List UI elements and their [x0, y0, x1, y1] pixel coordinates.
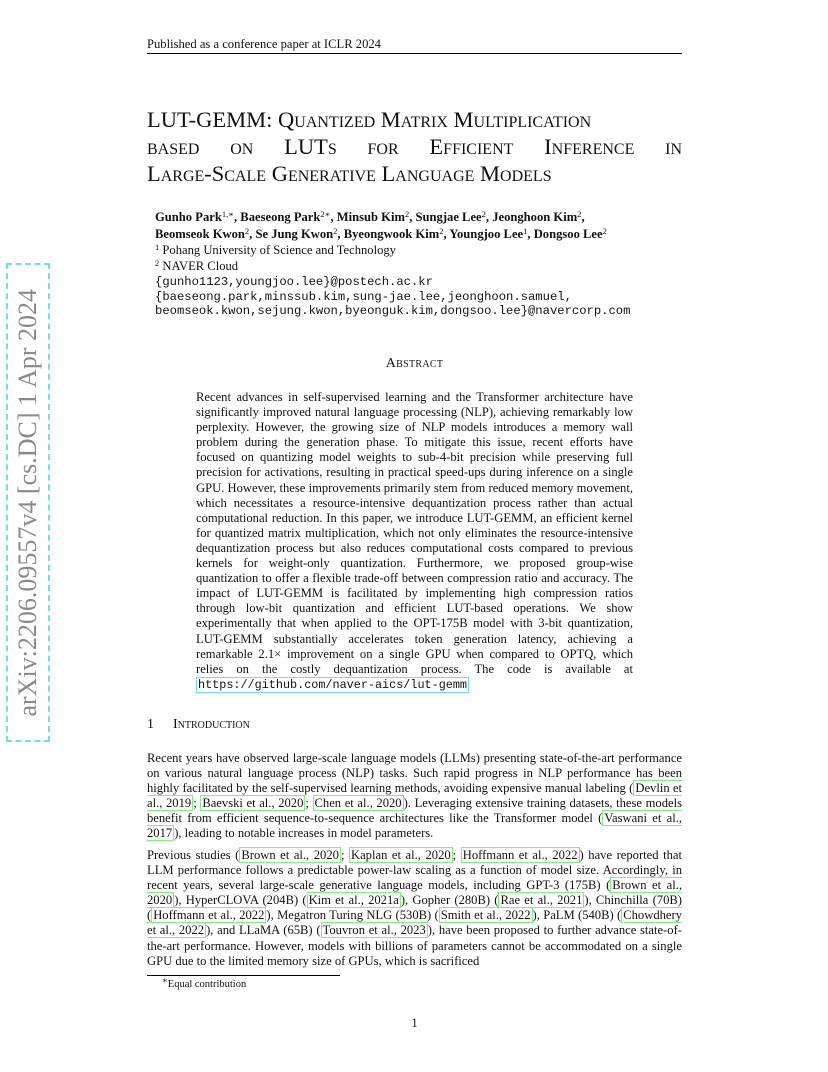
code-url-link[interactable]: https://github.com/naver-aics/lut-gemm — [198, 677, 468, 692]
arxiv-stamp-text: arXiv:2206.09557v4 [cs.DC] 1 Apr 2024 — [13, 288, 42, 717]
citation-link[interactable]: Baevski et al., 2020 — [202, 796, 304, 811]
section-heading — [147, 717, 250, 733]
para-text: Recent years have observed large-scale language models (LLMs) presenting state-of-the-art performance on various natural language process (NLP) tasks. Such rapid progress in NLP performance has been highly facilitated by the self-supervised learning methods, avoiding expensive manual labeling ( — [147, 751, 682, 796]
para-text: Previous studies ( — [147, 848, 240, 862]
affiliation-2: $^2$ NAVER Cloud — [155, 258, 239, 273]
citation-link[interactable]: Smith et al., 2022 — [440, 908, 531, 923]
para-text: ; — [193, 796, 201, 811]
citation-link[interactable]: Chowdhery et al., 2022 — [147, 908, 682, 938]
citation-link[interactable]: Hoffmann et al., 2022 — [462, 848, 578, 862]
citation-link[interactable]: Kim et al., 2021a — [308, 893, 399, 908]
section-number: 1 — [147, 717, 154, 732]
author-name: Minsub Kim — [336, 210, 405, 224]
citation-link[interactable]: Rae et al., 2021 — [500, 893, 583, 908]
arxiv-stamp-link[interactable] — [6, 263, 50, 742]
para-text: ; — [340, 848, 349, 862]
author-name: Byeongwook Kim — [343, 227, 440, 241]
para-text: ), PaLM (540B) ( — [532, 908, 622, 923]
citation-link[interactable]: Brown et al., 2020 — [147, 878, 683, 908]
header-rule — [147, 53, 682, 54]
author-name: Baeseong Park — [240, 210, 321, 224]
para-text: ), Gopher (280B) ( — [400, 893, 499, 908]
title-line-2: based on LUTs for Efficient Inference in — [147, 134, 682, 159]
author-name: Jeonghoon Kim — [492, 210, 578, 224]
author-list — [155, 209, 607, 243]
author-name: Gunho Park — [155, 210, 222, 224]
para-text: ) have reported that LLM performance follows a predictable power-law scaling as a function of model size. Accordingly, in recent years, several large-scale generative language models, including GPT-3 (175B) ( — [147, 848, 682, 893]
affiliation-text: NAVER Cloud — [162, 259, 239, 273]
footnote: ∗Equal contribution — [162, 975, 247, 990]
para-text: ), Chinchilla (70B) ( — [147, 893, 682, 923]
para-text: ; — [452, 848, 461, 862]
author-name: Se Jung Kwon — [255, 227, 334, 241]
citation-link[interactable]: Kaplan et al., 2020 — [351, 848, 451, 862]
footnote-text: Equal contribution — [167, 979, 247, 990]
email-line-1: {gunho1123,youngjoo.lee}@postech.ac.kr — [155, 275, 433, 289]
author-name: Sungjae Lee — [415, 210, 482, 224]
author-line-1: Gunho Park$^{1,∗}$, Baeseong Park$^{2∗}$, Minsub Kim$^2$, Sungjae Lee$^2$, Jeonghoon Kim$^2$, — [155, 209, 585, 224]
para-text: ), have been proposed to further advance state-of-the-art performance. However, models with billions of parameters cannot be accommodated on a single GPU due to the limited memory size of GPUs, which is sacrificed — [147, 923, 682, 968]
para-text: ), Megatron Turing NLG (530B) ( — [266, 908, 439, 923]
footnote-rule — [147, 975, 340, 976]
author-name: Beomseok Kwon — [155, 227, 245, 241]
citation-link[interactable]: Touvron et al., 2023 — [322, 923, 426, 938]
abstract-heading: Abstract — [385, 356, 444, 371]
author-name: Youngjoo Lee — [449, 227, 524, 241]
affiliation-text: Pohang University of Science and Technology — [162, 243, 396, 257]
intro-paragraph-2 — [147, 848, 682, 969]
para-text: ), leading to notable increases in model parameters. — [174, 826, 434, 841]
para-text: ), HyperCLOVA (204B) ( — [174, 893, 307, 908]
affiliation-1: $^1$ Pohang University of Science and Technology — [155, 242, 396, 257]
page-number: 1 — [411, 1016, 418, 1030]
author-line-2: Beomseok Kwon$^2$, Se Jung Kwon$^2$, Byeongwook Kim$^2$, Youngjoo Lee$^1$, Dongsoo Lee$^2$ — [155, 226, 607, 241]
paper-title — [147, 106, 682, 187]
para-text: ). Leveraging extensive training datasets, these models benefit from efficient sequence-to-sequence architectures like the Transformer model ( — [147, 796, 682, 826]
abstract-body — [196, 390, 633, 693]
citation-link[interactable]: Brown et al., 2020 — [241, 848, 339, 862]
intro-paragraph-1 — [147, 751, 682, 842]
citation-link[interactable]: Chen et al., 2020 — [314, 796, 402, 811]
citation-link[interactable]: Devlin et al., 2019 — [147, 781, 683, 811]
running-header: Published as a conference paper at ICLR 2024 — [147, 37, 381, 51]
para-text: ; — [305, 796, 313, 811]
section-title: Introduction — [173, 717, 250, 732]
title-line-1: LUT-GEMM: Quantized Matrix Multiplication — [147, 107, 592, 132]
para-text: ), and LLaMA (65B) ( — [206, 923, 321, 938]
author-name: Dongsoo Lee — [533, 227, 603, 241]
citation-link[interactable]: Hoffmann et al., 2022 — [153, 908, 265, 923]
citation-link[interactable]: Vaswani et al., 2017 — [147, 811, 682, 841]
email-line-2: {baeseong.park,minssub.kim,sung-jae.lee,jeonghoon.samuel, — [155, 290, 572, 304]
email-line-3: beomseok.kwon,sejung.kwon,byeonguk.kim,dongsoo.lee}@navercorp.com — [155, 304, 631, 318]
abstract-text: Recent advances in self-supervised learning and the Transformer architecture have significantly improved natural language processing (NLP), achieving remarkably low perplexity. However, the growing size of NLP models introduces a memory wall problem during the generation phase. To mitigate this issue, recent efforts have focused on quantizing model weights to sub-4-bit precision while preserving full precision for activations, resulting in practical speed-ups during inference on a single GPU. However, these improvements primarily stem from reduced memory movement, which necessitates a resource-intensive dequantization process rather than actual computational reduction. In this paper, we introduce LUT-GEMM, an efficient kernel for quantized matrix multiplication, which not only eliminates the resource-intensive dequantization process but also reduces computational costs compared to previous kernels for weight-only quantization. Furthermore, we proposed group-wise quantization to offer a flexible trade-off between compression ratio and accuracy. The impact of LUT-GEMM is facilitated by implementing high compression ratios through low-bit quantization and efficient LUT-based operations. We show experimentally that when applied to the OPT-175B model with 3-bit quantization, LUT-GEMM substantially accelerates token generation latency, achieving a remarkable 2.1× improvement on a single GPU when compared to OPTQ, which relies on the costly dequantization process. The code is available at — [196, 390, 633, 676]
title-line-3: Large-Scale Generative Language Models — [147, 161, 552, 186]
